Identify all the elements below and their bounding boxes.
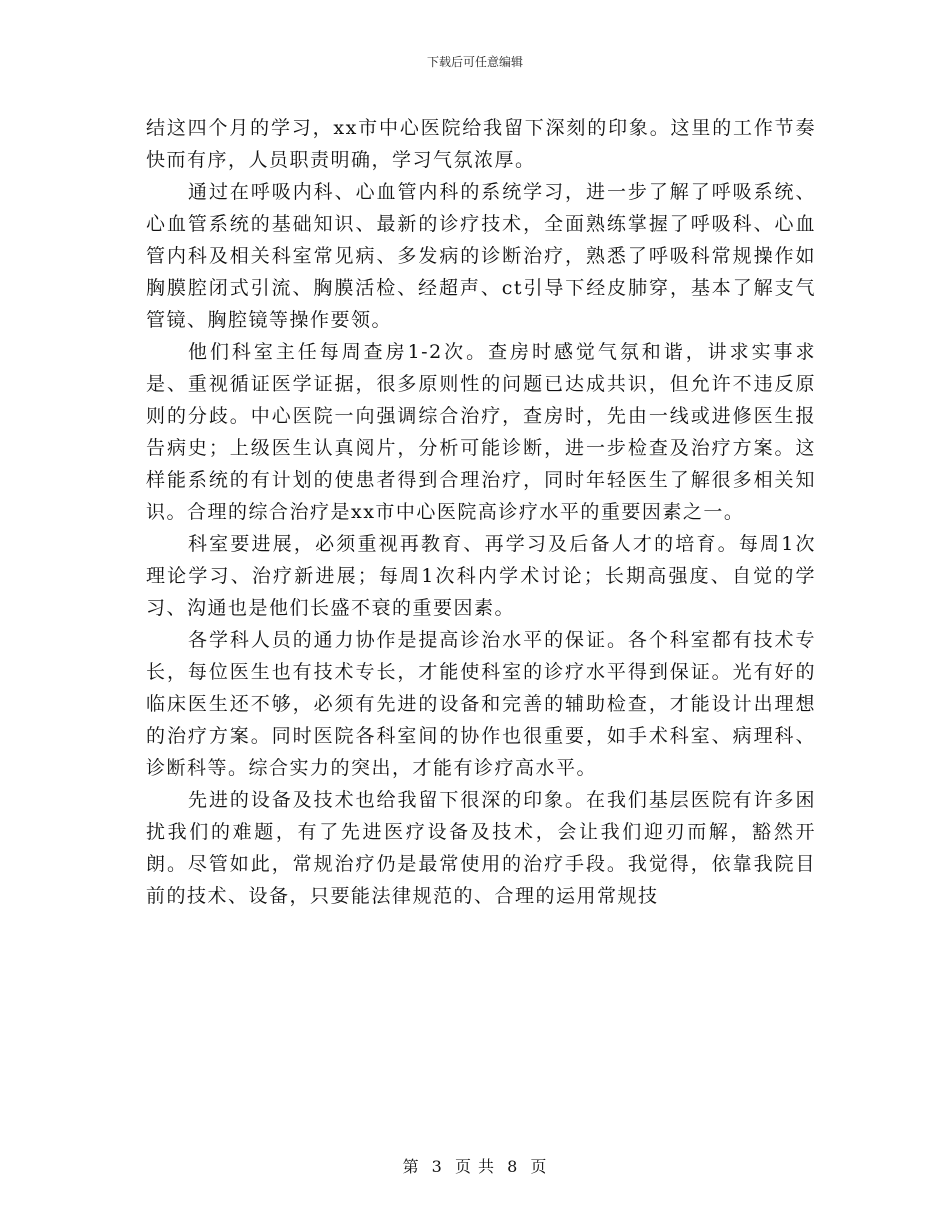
footer-prefix: 第 bbox=[402, 1157, 420, 1176]
footer-page-number: 3 bbox=[431, 1157, 443, 1176]
paragraph-6: 先进的设备及技术也给我留下很深的印象。在我们基层医院有许多困扰我们的难题，有了先进医疗设备及技术，会让我们迎刃而解，豁然开朗。尽管如此，常规治疗仍是最常使用的治疗手段。我觉得，依靠我院目前的技术、设备，只要能法律规范的、合理的运用常规技 bbox=[146, 789, 816, 907]
footer-suffix: 页 bbox=[530, 1157, 548, 1176]
paragraph-3: 他们科室主任每周查房1-2次。查房时感觉气氛和谐，讲求实事求是、重视循证医学证据，很多原则性的问题已达成共识，但允许不违反原则的分歧。中心医院一向强调综合治疗，查房时，先由一线或进修医生报告病史；上级医生认真阅片，分析可能诊断，进一步检查及治疗方案。这样能系统的有计划的使患者得到合理治疗，同时年轻医生了解很多相关知识。合理的综合治疗是xx市中心医院高诊疗水平的重要因素之一。 bbox=[146, 341, 816, 523]
page-header: 下载后可任意编辑 bbox=[426, 55, 523, 69]
document-body bbox=[146, 112, 816, 912]
footer-middle: 页 共 bbox=[454, 1157, 496, 1176]
footer-total-pages: 8 bbox=[507, 1157, 519, 1176]
paragraph-1: 结这四个月的学习，xx市中心医院给我留下深刻的印象。这里的工作节奏快而有序，人员职责明确，学习气氛浓厚。 bbox=[146, 117, 816, 171]
paragraph-2: 通过在呼吸内科、心血管内科的系统学习，进一步了解了呼吸系统、心血管系统的基础知识、最新的诊疗技术，全面熟练掌握了呼吸科、心血管内科及相关科室常见病、多发病的诊断治疗，熟悉了呼吸科常规操作如胸膜腔闭式引流、胸膜活检、经超声、ct引导下经皮肺穿，基本了解支气管镜、胸腔镜等操作要领。 bbox=[146, 181, 816, 331]
paragraph-5: 各学科人员的通力协作是提高诊治水平的保证。各个科室都有技术专长，每位医生也有技术专长，才能使科室的诊疗水平得到保证。光有好的临床医生还不够，必须有先进的设备和完善的辅助检查，才能设计出理想的治疗方案。同时医院各科室间的协作也很重要，如手术科室、病理科、诊断科等。综合实力的突出，才能有诊疗高水平。 bbox=[146, 629, 816, 779]
page-footer bbox=[0, 1157, 950, 1177]
paragraph-4: 科室要进展，必须重视再教育、再学习及后备人才的培育。每周1次理论学习、治疗新进展；每周1次科内学术讨论；长期高强度、自觉的学习、沟通也是他们长盛不衰的重要因素。 bbox=[146, 533, 816, 619]
